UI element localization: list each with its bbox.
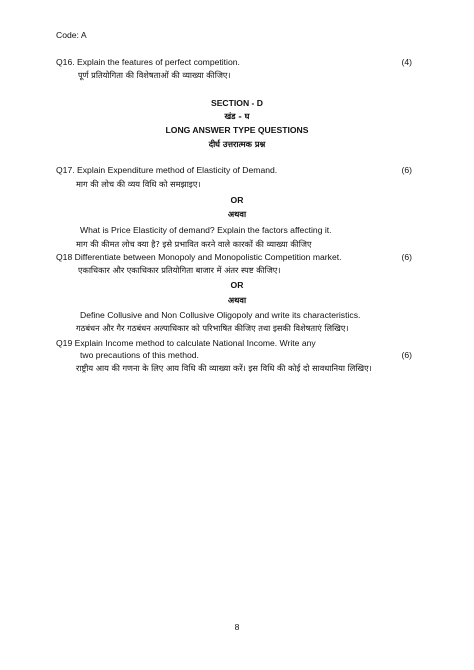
q18-or: OR <box>230 280 244 290</box>
q17-alt-text-hindi: माग की कीमत लोच क्या है? इसे प्रभावित करने वाले कारकों की व्याख्या कीजिए <box>76 239 312 249</box>
q18-alt-text-hindi: गठबंधन और गैर गठबंधन अल्पाधिकार को परिभाषित कीजिए तथा इसकी विशेषताएं लिखिए। <box>76 323 349 333</box>
paper-code: Code: A <box>56 30 87 40</box>
section-subtitle: LONG ANSWER TYPE QUESTIONS <box>165 125 309 135</box>
q18-text-hindi: एकाधिकार और एकाधिकार प्रतियोगिता बाजार में अंतर स्पष्ट कीजिए। <box>78 265 281 275</box>
q17-or: OR <box>230 195 244 205</box>
q18-or-hindi: अथवा <box>227 295 247 305</box>
section-subtitle-hindi: दीर्घ उत्तरात्मक प्रश्न <box>208 139 266 149</box>
section-title-hindi: खंड - घ <box>224 111 250 121</box>
q17-text: Q17. Explain Expenditure method of Elasticity of Demand. <box>56 165 278 175</box>
q18-alt-text: Define Collusive and Non Collusive Oligopoly and write its characteristics. <box>80 310 361 320</box>
q17-text-hindi: माग की लोच की व्यय विधि को समझाइए। <box>76 179 201 189</box>
q19-text-line2: two precautions of this method. <box>80 350 199 360</box>
q16-text-hindi: पूर्ण प्रतियोगिता की विशेषताओं की व्याख्या कीजिए। <box>78 70 231 80</box>
page-number: 8 <box>234 622 240 632</box>
q18-text: Q18 Differentiate between Monopoly and Monopolistic Competition market. <box>56 252 342 262</box>
q17-or-hindi: अथवा <box>227 209 247 219</box>
q19-text-hindi: राष्ट्रीय आय की गणना के लिए आय विधि की व्याख्या करें। इस विधि की कोई दो सावधानिया लिखिए। <box>76 363 372 373</box>
section-title: SECTION - D <box>210 98 264 108</box>
q16-marks: (4) <box>401 57 412 67</box>
q17-marks: (6) <box>401 165 412 175</box>
q19-text-line1: Q19 Explain Income method to calculate National Income. Write any <box>56 338 316 348</box>
q19-marks: (6) <box>401 350 412 360</box>
q17-alt-text: What is Price Elasticity of demand? Explain the factors affecting it. <box>80 225 332 235</box>
q18-marks: (6) <box>401 252 412 262</box>
q16-text: Q16. Explain the features of perfect competition. <box>56 57 240 67</box>
